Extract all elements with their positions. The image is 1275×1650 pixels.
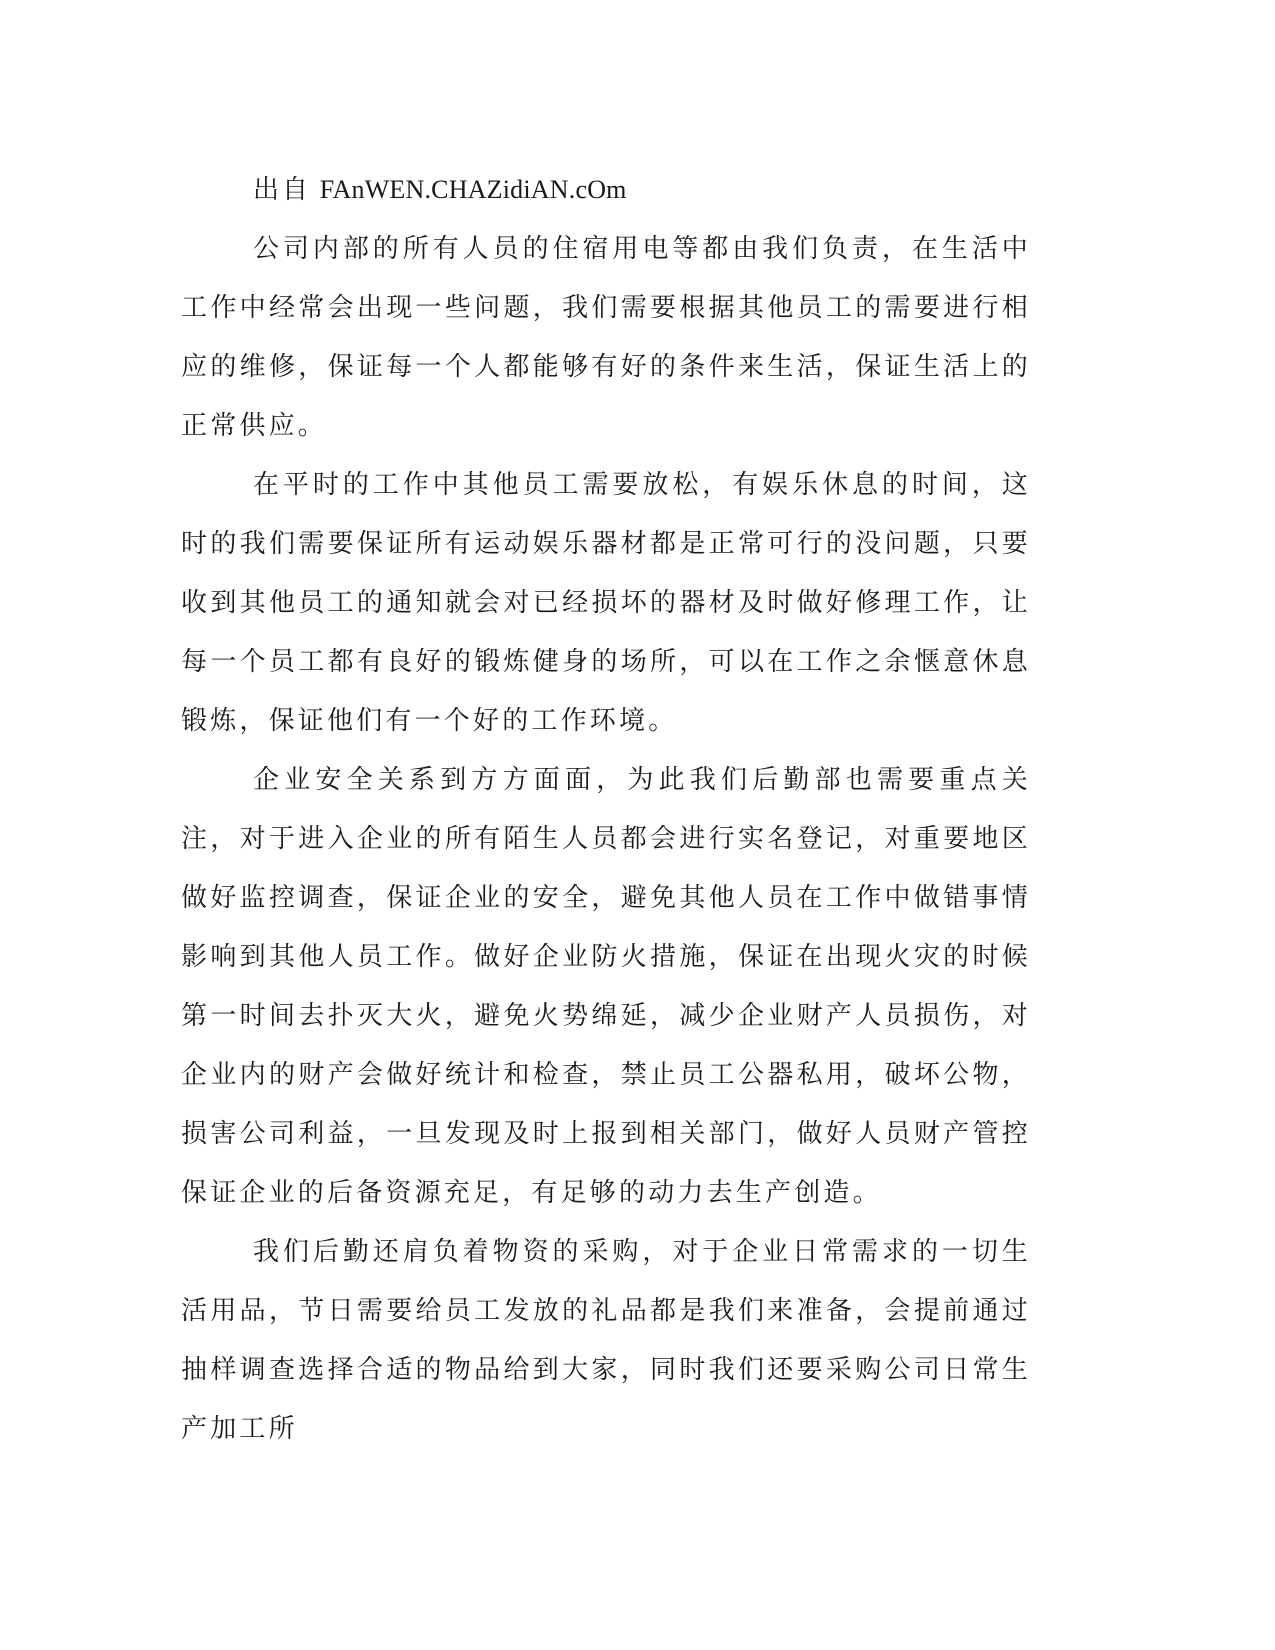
source-prefix: 出自 [253,175,312,205]
source-line [181,160,1031,220]
paragraph-housing-maintenance: 公司内部的所有人员的住宿用电等都由我们负责，在生活中工作中经常会出现一些问题，我们需要根据其他员工的需要进行相应的维修，保证每一个人都能够有好的条件来生活，保证生活上的正常供应。 [181,234,1031,441]
document-body [181,160,1031,1459]
paragraph-procurement: 我们后勤还肩负着物资的采购，对于企业日常需求的一切生活用品，节日需要给员工发放的礼品都是我们来准备，会提前通过抽样调查选择合适的物品给到大家，同时我们还要采购公司日常生产加工所 [181,1237,1031,1444]
source-url: FAnWEN.CHAZidiAN.cOm [319,175,627,204]
paragraph-recreation-equipment: 在平时的工作中其他员工需要放松，有娱乐休息的时间，这时的我们需要保证所有运动娱乐器材都是正常可行的没问题，只要收到其他员工的通知就会对已经损坏的器材及时做好修理工作，让每一个员工都有良好的锻炼健身的场所，可以在工作之余惬意休息锻炼，保证他们有一个好的工作环境。 [181,470,1031,736]
paragraph-enterprise-safety: 企业安全关系到方方面面，为此我们后勤部也需要重点关注，对于进入企业的所有陌生人员都会进行实名登记，对重要地区做好监控调查，保证企业的安全，避免其他人员在工作中做错事情影响到其他人员工作。做好企业防火措施，保证在出现火灾的时候第一时间去扑灭大火，避免火势绵延，减少企业财产人员损伤，对企业内的财产会做好统计和检查，禁止员工公器私用，破坏公物，损害公司利益，一旦发现及时上报到相关部门，做好人员财产管控保证企业的后备资源充足，有足够的动力去生产创造。 [181,765,1031,1208]
